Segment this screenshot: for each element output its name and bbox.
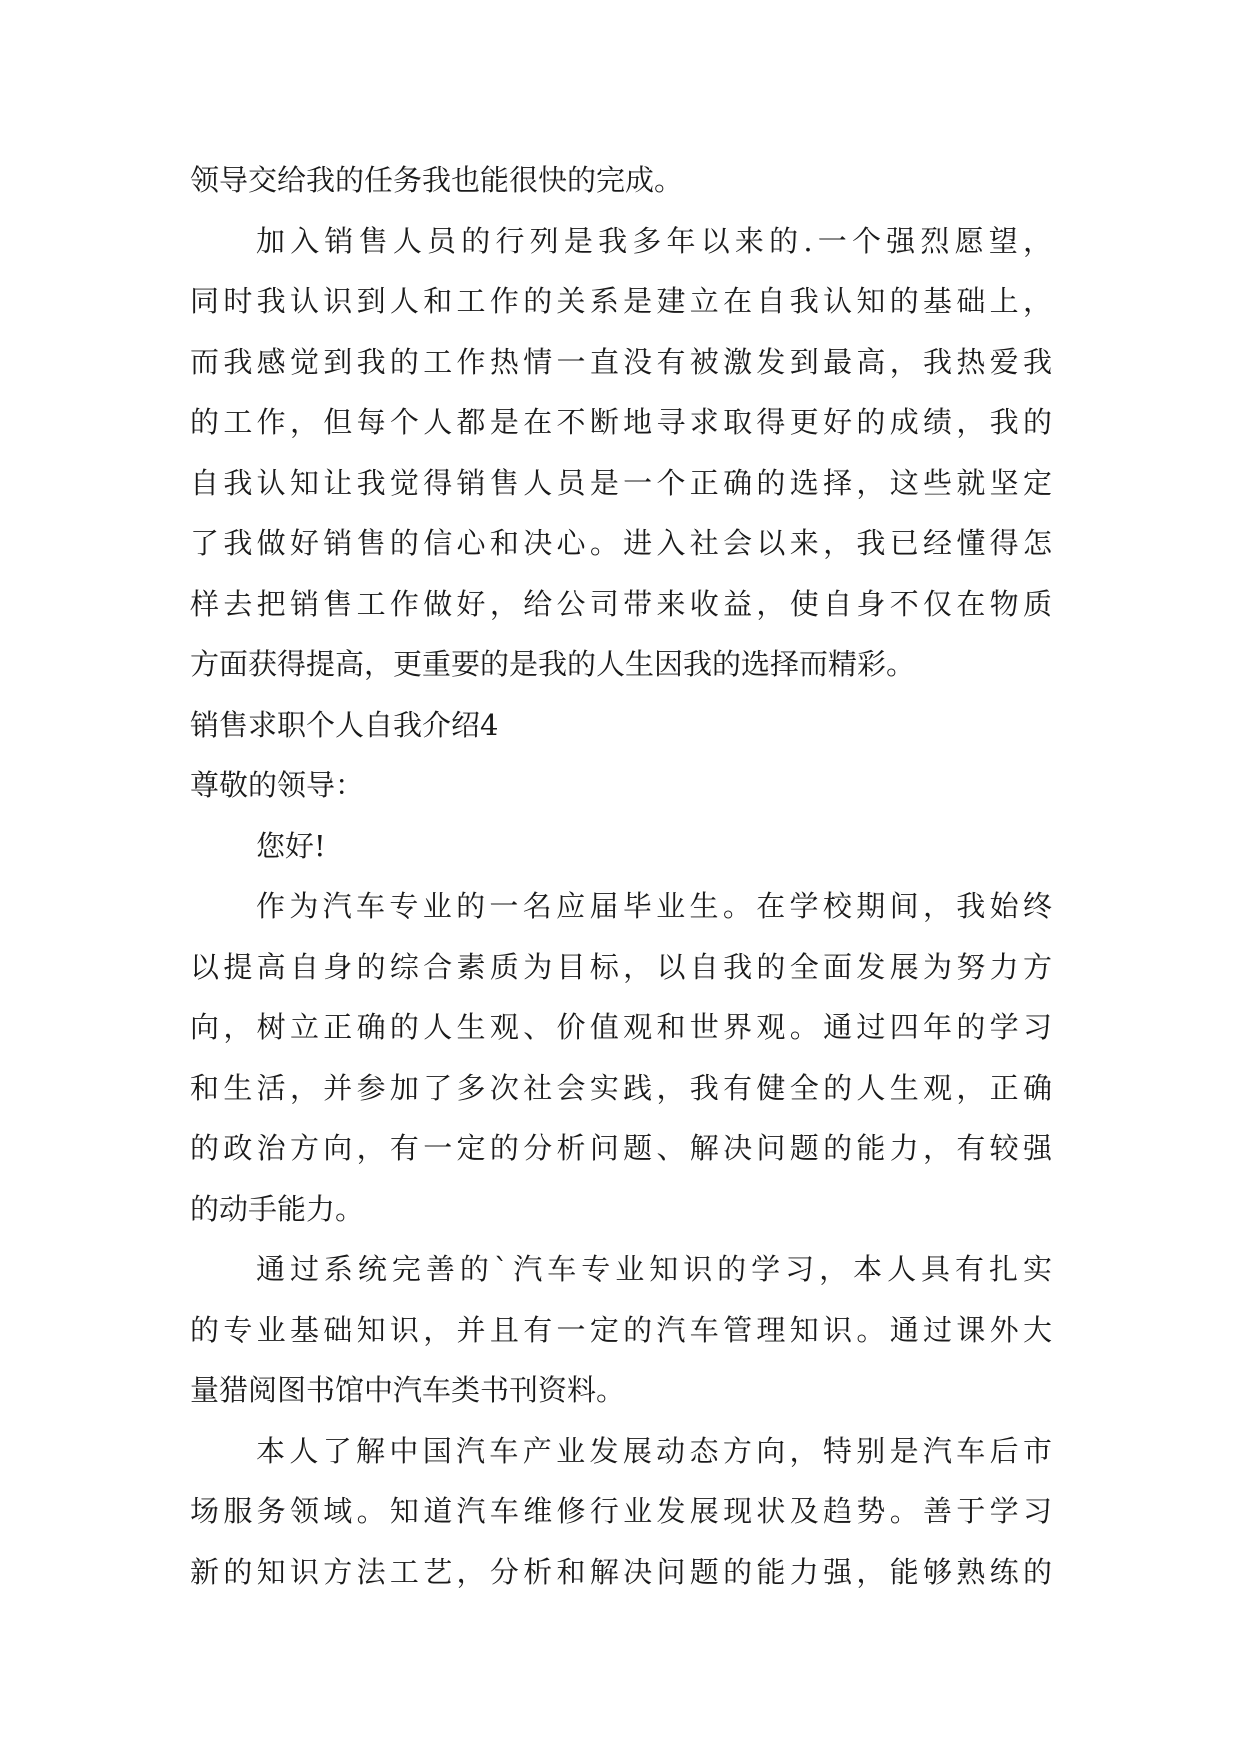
paragraph-line: 的动手能力。 <box>190 1191 365 1226</box>
paragraph-first-line: 通过系统完善的`汽车专业知识的学习，本人具有扎实 <box>256 1252 1052 1286</box>
paragraph-line: 领导交给我的任务我也能很快的完成。 <box>190 163 684 197</box>
paragraph-line: 的工作，但每个人都是在不断地寻求取得更好的成绩，我的 <box>190 405 1052 439</box>
paragraph-line: 而我感觉到我的工作热情一直没有被激发到最高，我热爱我 <box>190 344 1052 379</box>
paragraph-first-line: 本人了解中国汽车产业发展动态方向，特别是汽车后市 <box>256 1433 1052 1468</box>
section-heading: 销售求职个人自我介绍4 <box>190 707 499 742</box>
paragraph-line: 量猎阅图书馆中汽车类书刊资料。 <box>190 1373 626 1407</box>
paragraph-line: 向，树立正确的人生观、价值观和世界观。通过四年的学习 <box>190 1010 1052 1044</box>
paragraph-first-line: 作为汽车专业的一名应届毕业生。在学校期间，我始终 <box>256 889 1052 923</box>
salutation: 尊敬的领导： <box>190 768 365 802</box>
paragraph-line: 的政治方向，有一定的分析问题、解决问题的能力，有较强 <box>190 1131 1052 1165</box>
paragraph-line: 场服务领域。知道汽车维修行业发展现状及趋势。善于学习 <box>190 1494 1052 1528</box>
paragraph-first-line: 加入销售人员的行列是我多年以来的.一个强烈愿望， <box>256 223 1052 258</box>
document-body <box>190 150 1052 1602</box>
greeting: 您好! <box>256 828 326 863</box>
paragraph-line: 同时我认识到人和工作的关系是建立在自我认知的基础上， <box>190 284 1052 318</box>
paragraph-line: 的专业基础知识，并且有一定的汽车管理知识。通过课外大 <box>190 1312 1052 1347</box>
paragraph-line: 样去把销售工作做好，给公司带来收益，使自身不仅在物质 <box>190 586 1052 621</box>
paragraph-line: 新的知识方法工艺，分析和解决问题的能力强，能够熟练的 <box>190 1554 1052 1589</box>
paragraph-line: 了我做好销售的信心和决心。进入社会以来，我已经懂得怎 <box>190 526 1052 560</box>
paragraph-line: 以提高自身的综合素质为目标，以自我的全面发展为努力方 <box>190 949 1052 984</box>
paragraph-line: 自我认知让我觉得销售人员是一个正确的选择，这些就坚定 <box>190 465 1052 500</box>
paragraph-line: 和生活，并参加了多次社会实践，我有健全的人生观，正确 <box>190 1070 1052 1105</box>
paragraph-line: 方面获得提高，更重要的是我的人生因我的选择而精彩。 <box>190 647 916 681</box>
